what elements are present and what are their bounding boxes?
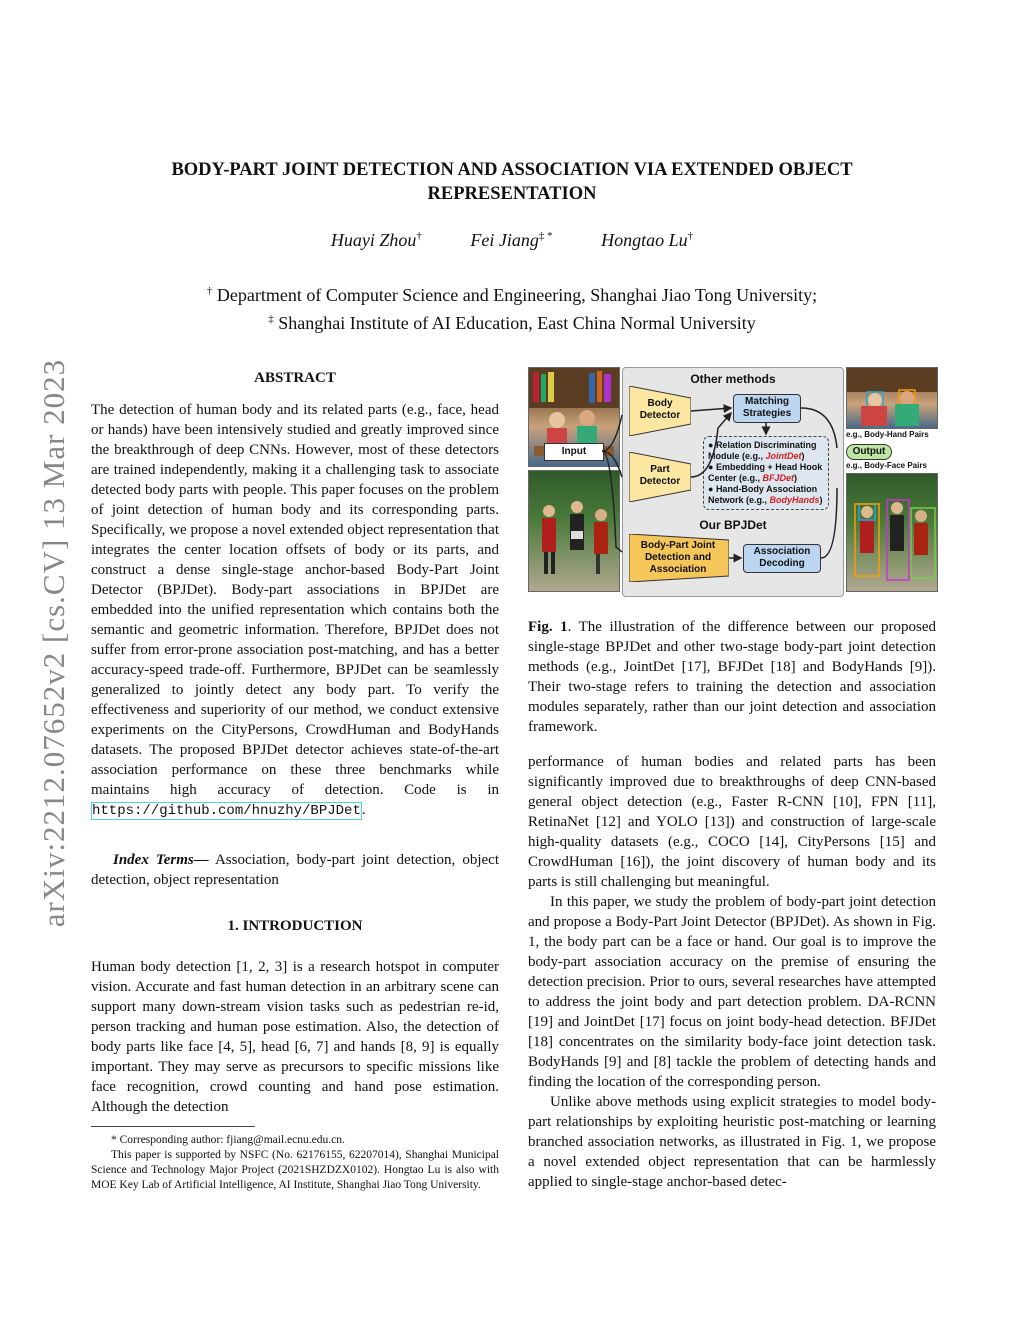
our-bpjdet-label: Our BPJDet [699,518,767,532]
author: Hongtao Lu† [601,230,694,250]
input-arrows [602,407,626,557]
part-detector-label: Part Detector [639,464,681,487]
arxiv-id: arXiv:2212.07652v2 [cs.CV] 13 Mar 2023 [36,358,71,928]
association-decoding-box: Association Decoding [743,544,821,573]
author-list [0,230,1024,251]
matching-strategies-box: Matching Strategies [733,394,801,423]
affiliation-1: † Department of Computer Science and Engineering, Shanghai Jiao Tong University; [206,285,818,305]
other-methods-label: Other methods [690,372,776,386]
dancers-output-illustration [847,474,937,591]
abstract-body: The detection of human body and its related parts (e.g., face, head or hands) have been intensively studied and greatly improved since the breakthrough of deep CNNs. However, most of these detectors are trained independently, making it a challenging task to associate detected body parts with people. This paper focuses on the problem of joint detection of human body and its corresponding parts. Specifically, we propose a novel extended object representation that integrates the center location offsets of body or its parts, and construct a dense single-stage anchor-based Body-Part Joint Detector (BPJDet). Body-part associations in BPJDet are embedded into the unified representation which contains both the semantic and geometric information. Therefore, BPJDet does not suffer from error-prone association post-matching, and has a better accuracy-speed trade-off. Furthermore, BPJDet can be seamlessly generalized to jointly detect any body part. To verify the effectiveness and superiority of our method, we conduct extensive experiments on the CityPersons, CrowdHuman and BodyHands datasets. The proposed BPJDet detector achieves state-of-the-art association performance on these three benchmarks while maintains high accuracy of detection. Code is in https://github.com/hnuzhy/BPJDet. [91,402,499,819]
code-link[interactable]: https://github.com/hnuzhy/BPJDet [92,803,361,819]
output-photo-library [846,367,938,429]
paragraph-this-paper: In this paper, we study the problem of body-part joint detection and propose a Body-Part Joint Detector (BPJDet). As shown in Fig. 1, the body part can be a face or hand. Our goal is to improve the body-part association accuracy on the premise of ensuring the detection precision. Prior to ours, several researches have attempted to address the joint body and part detection problem. DA-RCNN [19] and JointDet [17] focus on joint body-head detection. BFJDet [18] concentrates on the similarity body-face joint detection task. BodyHands [9] and [8] tackle the problem of detecting hands and finding the location of the corresponding person. [528,894,936,1090]
bullet-bfj-det: ● Embedding + Head Hook Center (e.g., BFJDet) [708,462,823,483]
bpj-detection-label: Body-Part Joint Detection and Association [640,540,716,575]
output-box: Output [846,444,892,460]
affiliations [0,279,1024,335]
body-face-caption: e.g., Body-Face Pairs [846,461,927,470]
author: Huayi Zhou† [330,230,422,250]
library-output-illustration [847,368,937,428]
figure-1 [528,367,936,595]
diagram-arrows [623,368,843,596]
paragraph-unlike: Unlike above methods using explicit strategies to model body-part relationships by exploiting heuristic post-matching or learning branched association networks, as illustrated in Fig. 1, we propose a novel extended object representation that can be harmlessly applied to single-stage anchor-based detec- [528,1094,936,1190]
right-column-text [528,752,936,1192]
footnote-divider [91,1126,255,1127]
body-hand-caption: e.g., Body-Hand Pairs [846,430,929,439]
body-detector-label: Body Detector [639,398,681,421]
footnote-corresponding: * Corresponding author: fjiang@mail.ecnu.edu.cn. [111,1134,345,1146]
index-terms: Index Terms— Association, body-part joint detection, object detection, object representation [91,852,499,888]
title-line-1: BODY-PART JOINT DETECTION AND ASSOCIATION VIA EXTENDED OBJECT [171,160,853,180]
intro-paragraph: Human body detection [1, 2, 3] is a research hotspot in computer vision. Accurate and fast human detection in an arbitrary scene can support many down-stream vision tasks such as pedestrian re-id, person tracking and human pose estimation. Also, the detection of body parts like face [4, 5], head [6, 7] and hands [8, 9] is equally important. They may serve as precursors to specific missions like face recognition, crowd counting and hand pose estimation. Although the detection [91,959,499,1115]
title-line-2: REPRESENTATION [427,184,597,204]
paragraph-performance: performance of human bodies and related parts has been significantly improved due to breakthroughs of deep CNN-based general object detection (e.g., Faster R-CNN [10], FPN [11], RetinaNet [12] and YOLO [13]) and construction of large-scale high-quality datasets (e.g., COCO [14], CityPersons [15] and CrowdHuman [16]), the joint discovery of human body and its parts is still challenging but meaningful. [528,754,936,890]
abstract-heading: ABSTRACT [254,370,336,386]
bullet-joint-det: ● Relation Discriminating Module (e.g., JointDet) [708,440,817,461]
figure-caption: Fig. 1. The illustration of the difference between our proposed single-stage BPJDet and other two-stage body-part joint detection methods (e.g., JointDet [17], BFJDet [18] and BodyHands [9]). Their two-stage refers to training the detection and association modules separately, rather than our joint detection and association framework. [528,619,936,735]
footnote-funding: This paper is supported by NSFC (No. 62176155, 62207014), Shanghai Municipal Science and Technology Major Project (2021SHZDZX0102). Hongtao Lu is also with MOE Key Lab of Artificial Intelligence, AI Institute, Shanghai Jiao Tong University. [91,1149,499,1191]
bullet-body-hands: ● Hand-Body Association Network (e.g., BodyHands) [708,484,823,505]
affiliation-2: ‡ Shanghai Institute of AI Education, East China Normal University [268,313,756,333]
footnotes [91,1133,499,1193]
author: Fei Jiang‡ * [470,230,553,250]
method-diagram [622,367,844,597]
input-box: Input [544,443,604,461]
intro-heading: 1. INTRODUCTION [227,918,363,934]
output-photo-dancers [846,473,938,592]
paper-title [0,158,1024,206]
